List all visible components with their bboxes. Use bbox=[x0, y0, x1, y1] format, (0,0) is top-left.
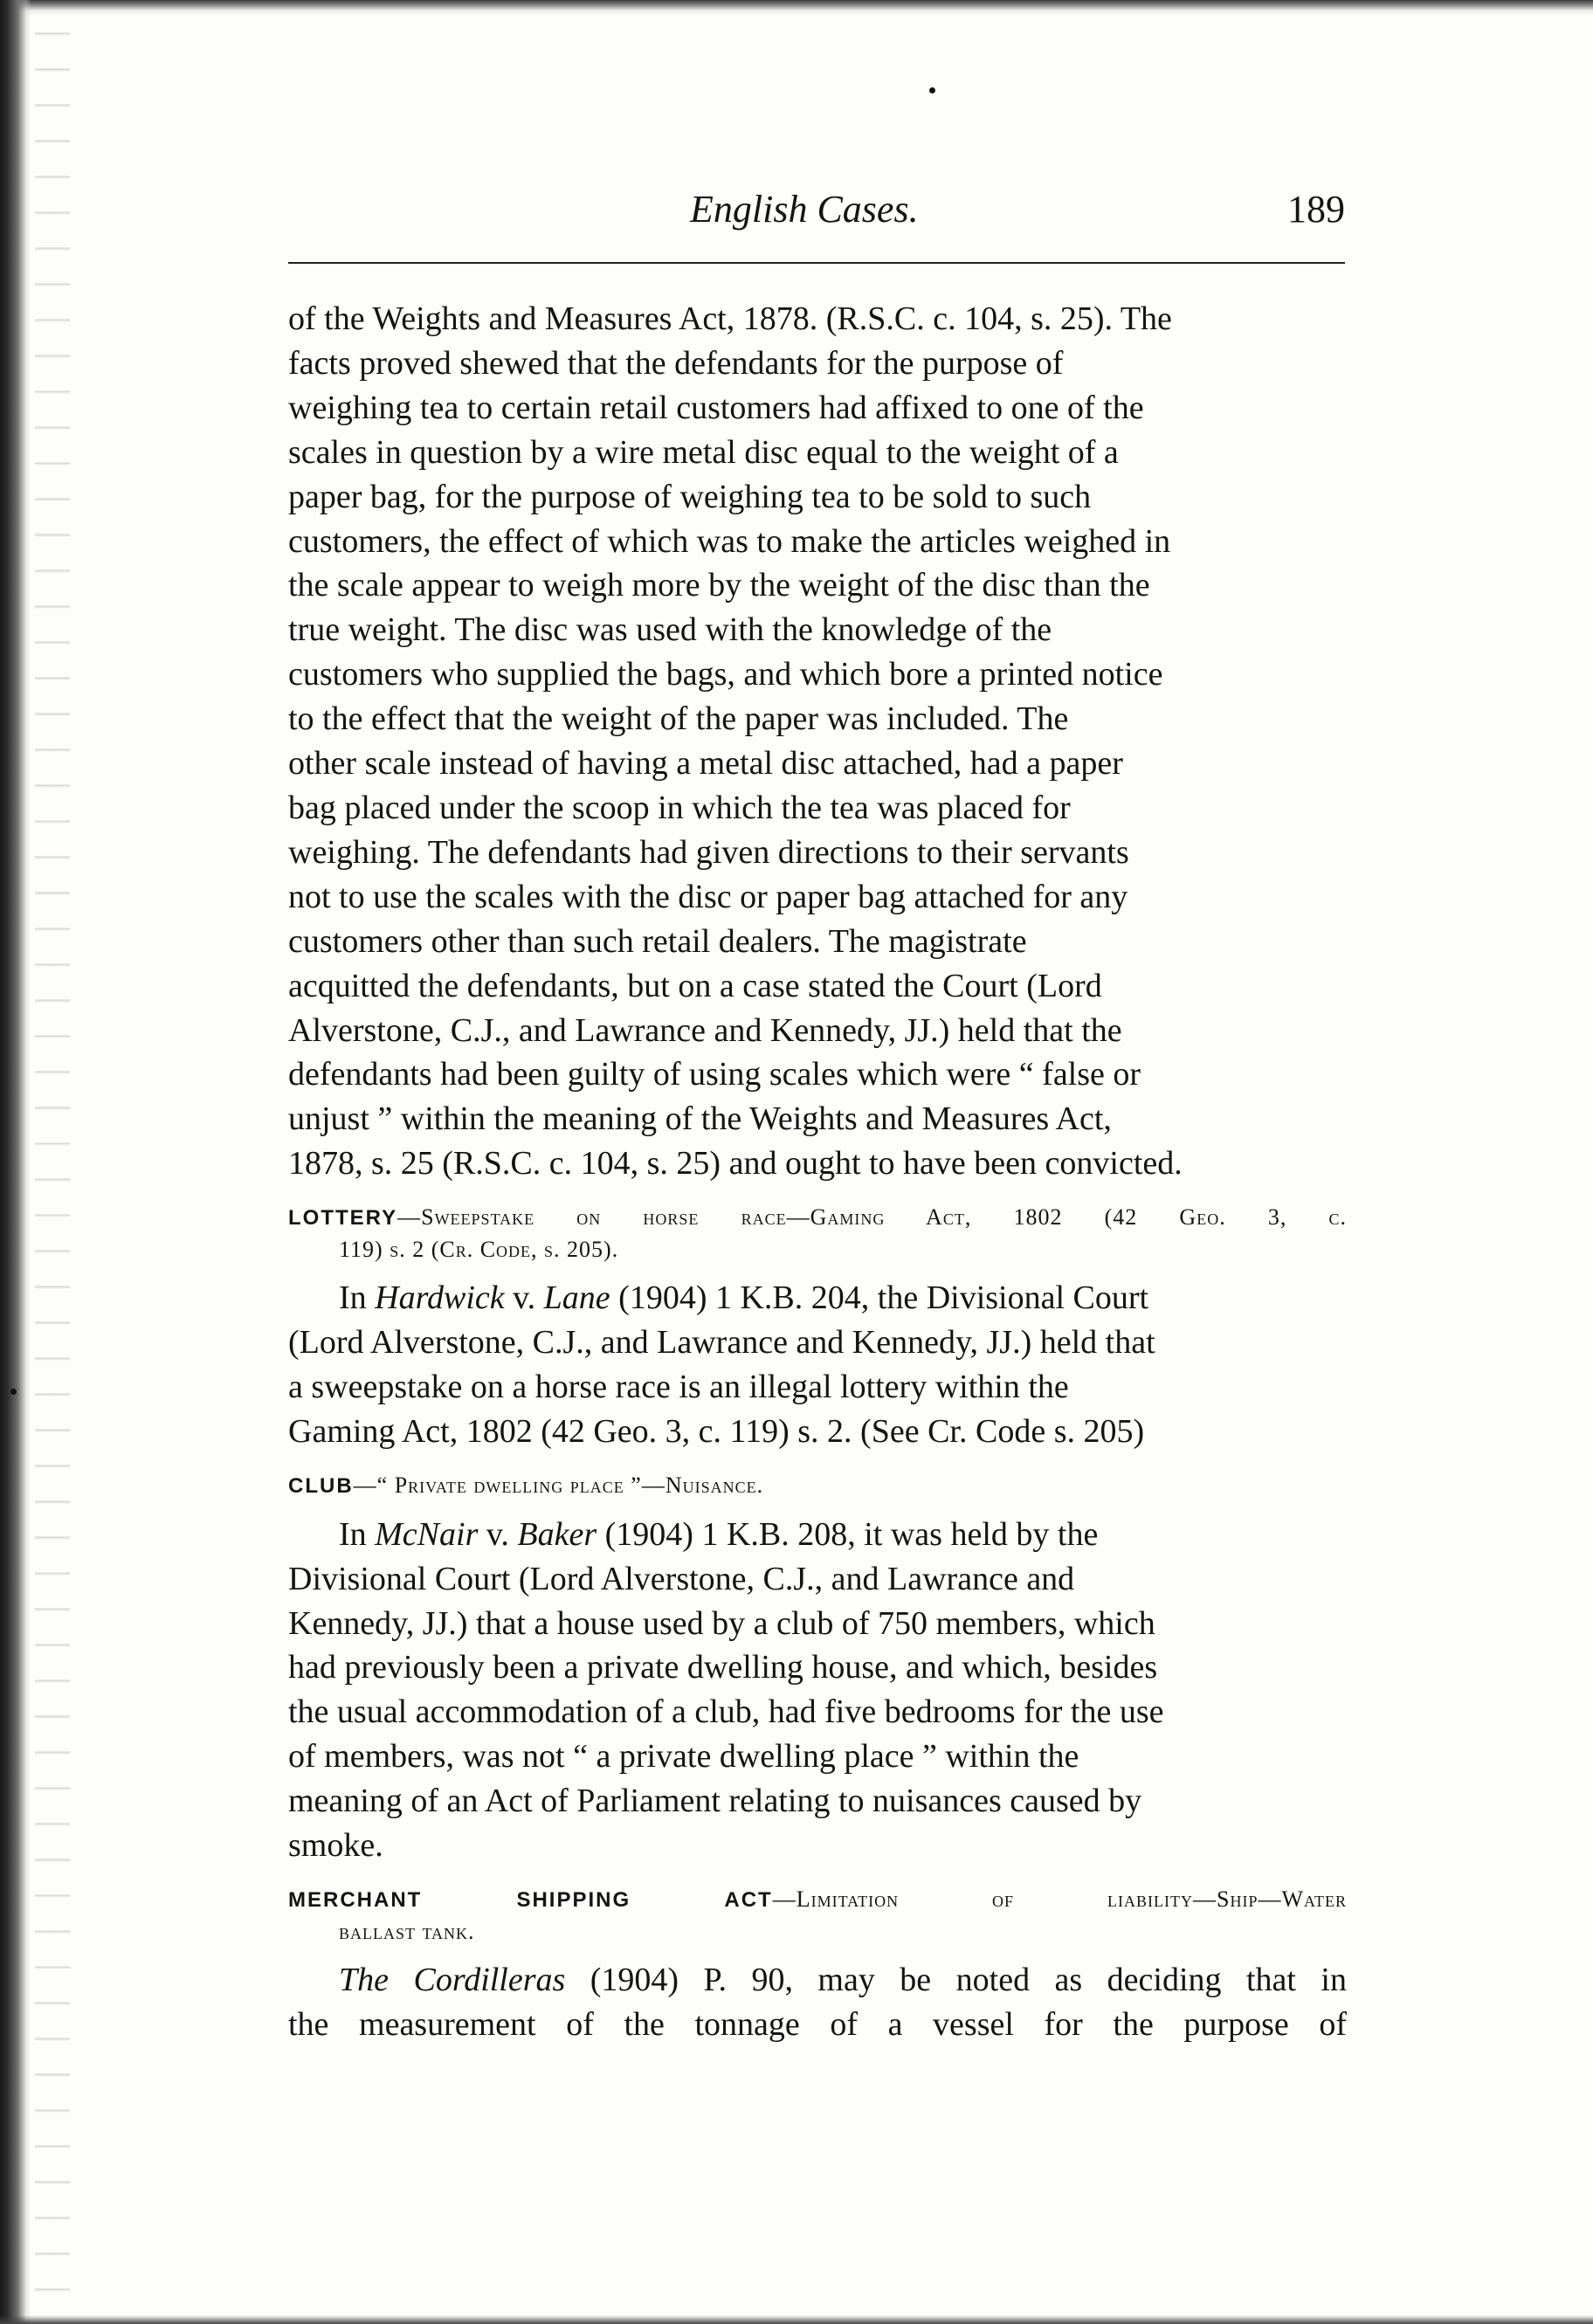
case-name: The Cordilleras bbox=[339, 1962, 566, 1998]
heading-line bbox=[288, 1202, 1347, 1234]
club-keyword: CLUB bbox=[288, 1473, 354, 1498]
text-line: weighing. The defendants had given directions to their servants bbox=[288, 833, 1129, 871]
page-number: 189 bbox=[1287, 188, 1345, 231]
text-line: bag placed under the scoop in which the tea was placed for bbox=[288, 789, 1071, 826]
section-gap bbox=[288, 1502, 1347, 1513]
text-line: other scale instead of having a metal disc attached, had a paper bbox=[288, 745, 1123, 783]
club-paragraph bbox=[288, 1513, 1347, 1868]
text-line: a sweepstake on a horse race is an illegal lottery within the bbox=[288, 1368, 1069, 1405]
header-rule bbox=[288, 262, 1345, 264]
heading-line: ballast tank. bbox=[339, 1919, 475, 1944]
text-line: not to use the scales with the disc or paper bag attached for any bbox=[288, 878, 1128, 915]
case-name: McNair bbox=[375, 1515, 479, 1553]
lottery-heading-cont bbox=[288, 1234, 1347, 1265]
case-name: Lane bbox=[543, 1279, 610, 1317]
text-line: to the effect that the weight of the paper was included. The bbox=[288, 700, 1069, 738]
lottery-heading bbox=[288, 1202, 1347, 1234]
text-line: meaning of an Act of Parliament relating to nuisances caused by bbox=[288, 1783, 1142, 1820]
text-line: Alverstone, C.J., and Lawrance and Kennedy, JJ.) held that the bbox=[288, 1011, 1122, 1049]
lottery-keyword: LOTTERY bbox=[288, 1206, 398, 1231]
text-run: (1904) 1 K.B. 204, the Divisional Court bbox=[610, 1279, 1149, 1317]
text-line: 1878, s. 25 (R.S.C. c. 104, s. 25) and ought to have been convicted. bbox=[288, 1145, 1183, 1183]
text-line: smoke. bbox=[288, 1827, 383, 1865]
section-gap bbox=[288, 1868, 1347, 1884]
section-gap bbox=[288, 1454, 1347, 1470]
continuation-paragraph bbox=[288, 297, 1347, 1186]
text-line: of the Weights and Measures Act, 1878. (R.S.C. c. 104, s. 25). The bbox=[288, 300, 1172, 337]
text-line bbox=[288, 1958, 1347, 2003]
text-line: the usual accommodation of a club, had five bedrooms for the use bbox=[288, 1693, 1164, 1731]
text-line: true weight. The disc was used with the knowledge of the bbox=[288, 611, 1052, 649]
text-line: the measurement of the tonnage of a vessel for the purpose of bbox=[288, 2005, 1347, 2043]
section-gap bbox=[288, 1948, 1347, 1958]
text-line: Divisional Court (Lord Alverstone, C.J., and Lawrance and bbox=[288, 1560, 1075, 1597]
running-title: English Cases. bbox=[690, 188, 919, 231]
shipping-paragraph bbox=[288, 1958, 1347, 2047]
text-run: In bbox=[339, 1515, 376, 1553]
scan-speck bbox=[10, 1389, 17, 1395]
club-heading bbox=[288, 1470, 1347, 1502]
text-line: customers, the effect of which was to make the articles weighed in bbox=[288, 522, 1171, 560]
text-line: paper bag, for the purpose of weighing tea to be sold to such bbox=[288, 478, 1092, 515]
case-name: Baker bbox=[517, 1515, 597, 1553]
text-line: defendants had been guilty of using scales which were “ false or bbox=[288, 1056, 1141, 1093]
shipping-keyword: MERCHANT SHIPPING ACT bbox=[288, 1888, 773, 1912]
text-run: v. bbox=[504, 1279, 544, 1317]
text-line bbox=[288, 1513, 1347, 1557]
text-line: (Lord Alverstone, C.J., and Lawrance and Kennedy, JJ.) held that bbox=[288, 1324, 1155, 1362]
scan-top-edge bbox=[0, 0, 1593, 16]
heading-line bbox=[288, 1470, 1347, 1502]
text-line: Kennedy, JJ.) that a house used by a club of 750 members, which bbox=[288, 1604, 1155, 1642]
heading-text: —Sweepstake on horse race—Gaming Act, 1802 (42 Geo. 3, c. bbox=[397, 1204, 1347, 1231]
text-run: (1904) P. 90, may be noted as deciding that in bbox=[565, 1962, 1347, 1998]
text-run: (1904) 1 K.B. 208, it was held by the bbox=[597, 1515, 1099, 1553]
text-line: customers who supplied the bags, and which bore a printed notice bbox=[288, 656, 1163, 693]
heading-line: 119) s. 2 (Cr. Code, s. 205). bbox=[339, 1237, 619, 1263]
text-line: unjust ” within the meaning of the Weights and Measures Act, bbox=[288, 1100, 1112, 1138]
text-line: of members, was not “ a private dwelling place ” within the bbox=[288, 1738, 1079, 1776]
case-name: Hardwick bbox=[375, 1279, 505, 1317]
text-line: weighing tea to certain retail customers had affixed to one of the bbox=[288, 389, 1144, 426]
text-line: Gaming Act, 1802 (42 Geo. 3, c. 119) s. 2. (See Cr. Code s. 205) bbox=[288, 1412, 1145, 1450]
text-run: In bbox=[339, 1279, 376, 1317]
scan-binding-edge bbox=[0, 0, 31, 2324]
text-line: had previously been a private dwelling house, and which, besides bbox=[288, 1649, 1158, 1686]
scan-speck bbox=[929, 87, 935, 93]
text-line: the scale appear to weigh more by the weight of the disc than the bbox=[288, 567, 1150, 604]
text-column bbox=[288, 297, 1347, 2047]
text-run: v. bbox=[478, 1515, 518, 1553]
text-line: facts proved shewed that the defendants for the purpose of bbox=[288, 344, 1064, 382]
text-line bbox=[288, 1276, 1347, 1321]
shipping-heading-cont bbox=[288, 1916, 1347, 1948]
heading-text: —“ Private dwelling place ”—Nuisance. bbox=[353, 1472, 764, 1498]
text-line: scales in question by a wire metal disc equal to the weight of a bbox=[288, 433, 1119, 471]
heading-line bbox=[288, 1884, 1347, 1916]
text-line: customers other than such retail dealers. The magistrate bbox=[288, 922, 1027, 960]
section-gap bbox=[288, 1186, 1347, 1202]
section-gap bbox=[288, 1265, 1347, 1276]
shipping-heading bbox=[288, 1884, 1347, 1916]
running-head bbox=[288, 187, 1345, 239]
heading-text: —Limitation of liability—Ship—Water bbox=[772, 1886, 1347, 1912]
scan-bottom-edge bbox=[0, 2315, 1593, 2324]
lottery-paragraph bbox=[288, 1276, 1347, 1454]
text-line: acquitted the defendants, but on a case stated the Court (Lord bbox=[288, 967, 1102, 1004]
scan-binding-specks bbox=[35, 0, 70, 2324]
